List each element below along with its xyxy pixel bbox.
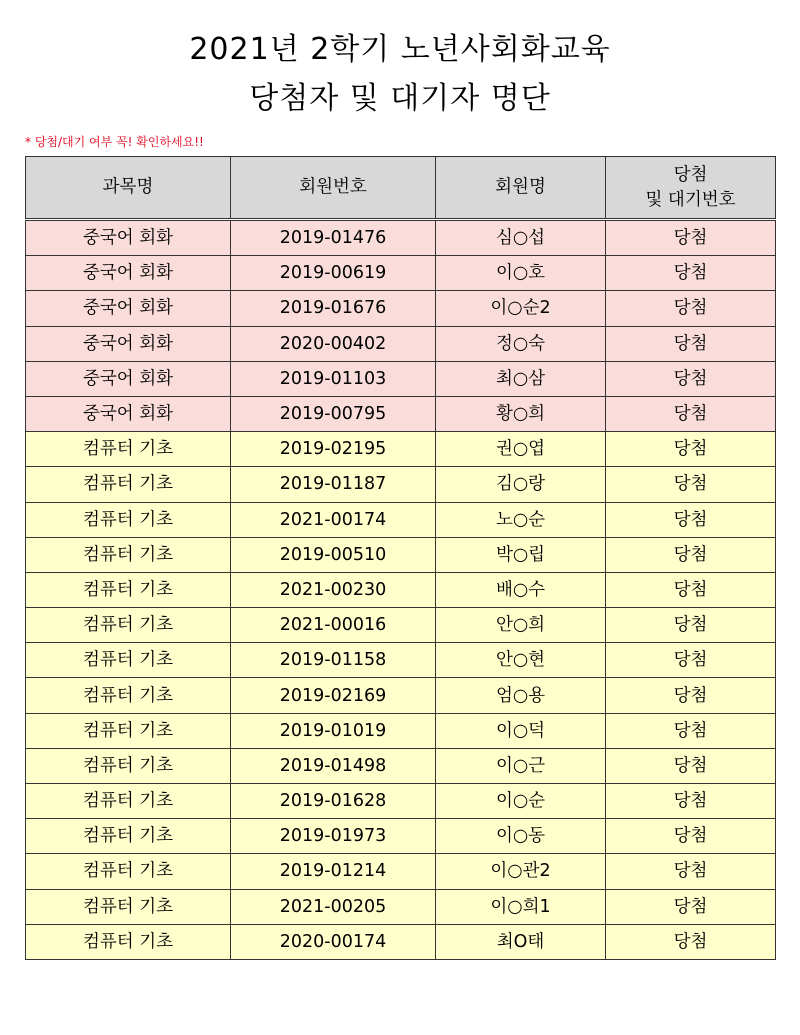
cell-member-name: 이○순2 <box>436 291 606 326</box>
cell-status: 당첨 <box>606 220 776 256</box>
cell-course: 컴퓨터 기초 <box>26 572 231 607</box>
cell-member-no: 2019-01498 <box>231 748 436 783</box>
cell-member-no: 2019-01103 <box>231 361 436 396</box>
table-row <box>26 572 776 607</box>
cell-member-name: 권○엽 <box>436 432 606 467</box>
cell-course: 컴퓨터 기초 <box>26 924 231 959</box>
table-row <box>26 361 776 396</box>
table-row <box>26 467 776 502</box>
table-row <box>26 537 776 572</box>
cell-status: 당첨 <box>606 256 776 291</box>
cell-course: 중국어 회화 <box>26 220 231 256</box>
cell-member-no: 2019-01158 <box>231 643 436 678</box>
table-row <box>26 748 776 783</box>
cell-course: 컴퓨터 기초 <box>26 819 231 854</box>
cell-course: 중국어 회화 <box>26 361 231 396</box>
cell-course: 컴퓨터 기초 <box>26 784 231 819</box>
cell-course: 컴퓨터 기초 <box>26 748 231 783</box>
table-body <box>26 220 776 960</box>
table-row <box>26 924 776 959</box>
cell-member-name: 정○숙 <box>436 326 606 361</box>
notice-text: * 당첨/대기 여부 꼭! 확인하세요!! <box>25 135 204 149</box>
cell-member-no: 2019-02195 <box>231 432 436 467</box>
table-row <box>26 396 776 431</box>
cell-status: 당첨 <box>606 678 776 713</box>
cell-status: 당첨 <box>606 643 776 678</box>
cell-status: 당첨 <box>606 784 776 819</box>
table-row <box>26 326 776 361</box>
table-row <box>26 819 776 854</box>
cell-status: 당첨 <box>606 326 776 361</box>
table-row <box>26 502 776 537</box>
cell-status: 당첨 <box>606 819 776 854</box>
cell-member-no: 2019-00619 <box>231 256 436 291</box>
cell-member-no: 2020-00174 <box>231 924 436 959</box>
cell-course: 컴퓨터 기초 <box>26 678 231 713</box>
column-header-member-no: 회원번호 <box>231 157 436 220</box>
cell-member-no: 2019-01214 <box>231 854 436 889</box>
cell-status: 당첨 <box>606 608 776 643</box>
cell-member-name: 김○랑 <box>436 467 606 502</box>
cell-course: 컴퓨터 기초 <box>26 643 231 678</box>
cell-course: 중국어 회화 <box>26 256 231 291</box>
cell-member-no: 2021-00205 <box>231 889 436 924</box>
cell-member-no: 2019-01019 <box>231 713 436 748</box>
cell-status: 당첨 <box>606 924 776 959</box>
cell-course: 중국어 회화 <box>26 326 231 361</box>
table-row <box>26 854 776 889</box>
table-header-row <box>26 157 776 220</box>
column-header-name: 회원명 <box>436 157 606 220</box>
table-row <box>26 643 776 678</box>
cell-member-name: 최O태 <box>436 924 606 959</box>
page-subtitle: 당첨자 및 대기자 명단 <box>249 81 551 116</box>
cell-member-name: 황○희 <box>436 396 606 431</box>
cell-status: 당첨 <box>606 572 776 607</box>
cell-course: 컴퓨터 기초 <box>26 537 231 572</box>
column-header-status: 당첨 및 대기번호 <box>606 157 776 220</box>
cell-status: 당첨 <box>606 396 776 431</box>
cell-member-name: 이○관2 <box>436 854 606 889</box>
cell-member-no: 2019-00795 <box>231 396 436 431</box>
cell-status: 당첨 <box>606 748 776 783</box>
cell-course: 컴퓨터 기초 <box>26 889 231 924</box>
cell-member-name: 배○수 <box>436 572 606 607</box>
cell-member-name: 이○순 <box>436 784 606 819</box>
cell-course: 컴퓨터 기초 <box>26 713 231 748</box>
cell-member-no: 2019-01187 <box>231 467 436 502</box>
cell-member-no: 2021-00174 <box>231 502 436 537</box>
cell-course: 컴퓨터 기초 <box>26 854 231 889</box>
cell-status: 당첨 <box>606 854 776 889</box>
cell-member-name: 이○동 <box>436 819 606 854</box>
cell-status: 당첨 <box>606 291 776 326</box>
cell-member-no: 2021-00230 <box>231 572 436 607</box>
cell-course: 컴퓨터 기초 <box>26 467 231 502</box>
cell-course: 중국어 회화 <box>26 291 231 326</box>
cell-member-name: 안○희 <box>436 608 606 643</box>
table-row <box>26 784 776 819</box>
cell-course: 컴퓨터 기초 <box>26 502 231 537</box>
cell-member-name: 이○덕 <box>436 713 606 748</box>
cell-course: 컴퓨터 기초 <box>26 432 231 467</box>
cell-course: 중국어 회화 <box>26 396 231 431</box>
cell-status: 당첨 <box>606 713 776 748</box>
cell-member-no: 2019-01628 <box>231 784 436 819</box>
table-row <box>26 608 776 643</box>
table-row <box>26 432 776 467</box>
cell-member-no: 2019-00510 <box>231 537 436 572</box>
cell-member-no: 2019-01476 <box>231 220 436 256</box>
cell-member-name: 노○순 <box>436 502 606 537</box>
table-row <box>26 889 776 924</box>
table-row <box>26 678 776 713</box>
cell-member-no: 2021-00016 <box>231 608 436 643</box>
cell-status: 당첨 <box>606 432 776 467</box>
cell-course: 컴퓨터 기초 <box>26 608 231 643</box>
cell-member-name: 최○삼 <box>436 361 606 396</box>
cell-member-name: 이○호 <box>436 256 606 291</box>
table-row <box>26 291 776 326</box>
page-title: 2021년 2학기 노년사회화교육 <box>189 32 611 67</box>
column-header-course: 과목명 <box>26 157 231 220</box>
cell-status: 당첨 <box>606 467 776 502</box>
cell-member-no: 2019-01973 <box>231 819 436 854</box>
cell-member-no: 2020-00402 <box>231 326 436 361</box>
cell-status: 당첨 <box>606 889 776 924</box>
cell-member-name: 이○근 <box>436 748 606 783</box>
cell-status: 당첨 <box>606 537 776 572</box>
cell-member-name: 이○희1 <box>436 889 606 924</box>
table-row <box>26 256 776 291</box>
cell-member-name: 박○립 <box>436 537 606 572</box>
cell-member-no: 2019-01676 <box>231 291 436 326</box>
cell-member-no: 2019-02169 <box>231 678 436 713</box>
roster-table <box>25 156 776 960</box>
table-row <box>26 713 776 748</box>
cell-status: 당첨 <box>606 361 776 396</box>
table-row <box>26 220 776 256</box>
cell-status: 당첨 <box>606 502 776 537</box>
cell-member-name: 안○현 <box>436 643 606 678</box>
cell-member-name: 엄○용 <box>436 678 606 713</box>
cell-member-name: 심○섭 <box>436 220 606 256</box>
